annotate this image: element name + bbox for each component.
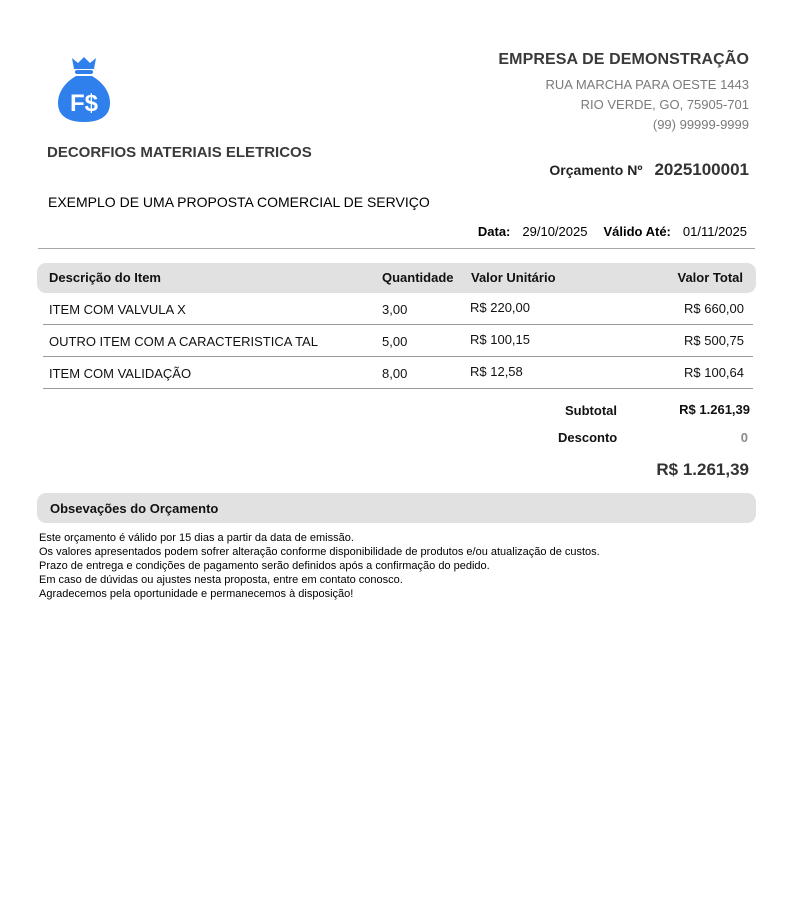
proposal-title: EXEMPLO DE UMA PROPOSTA COMERCIAL DE SERVIÇO — [48, 194, 430, 210]
table-row — [43, 293, 753, 325]
grand-total: R$ 1.261,39 — [656, 460, 749, 479]
table-row — [43, 357, 753, 389]
date-label: Data: — [477, 224, 511, 239]
observation-line: Agradecemos pela oportunidade e permanecemos à disposição! — [39, 588, 354, 600]
observation-line: Prazo de entrega e condições de pagamento serão definidos após a confirmação do pedido. — [39, 560, 490, 572]
item-description: OUTRO ITEM COM A CARACTERISTICA TAL — [49, 334, 318, 349]
observation-line: Este orçamento é válido por 15 dias a partir da data de emissão. — [39, 532, 354, 544]
quote-number — [549, 160, 749, 180]
header-divider — [38, 248, 755, 249]
header-unit-price: Valor Unitário — [471, 270, 556, 285]
valid-until-value: 01/11/2025 — [682, 224, 747, 239]
header-quantity: Quantidade — [382, 270, 454, 285]
subtotal-label: Subtotal — [565, 403, 617, 418]
item-total: R$ 660,00 — [684, 301, 744, 316]
company-city: RIO VERDE, GO, 75905-701 — [580, 97, 749, 112]
quote-number-value: 2025100001 — [654, 160, 749, 179]
item-quantity: 3,00 — [382, 302, 408, 317]
observations-title: Obsevações do Orçamento — [50, 501, 219, 516]
discount-value: 0 — [740, 430, 748, 445]
item-description: ITEM COM VALIDAÇÃO — [49, 366, 192, 381]
company-phone: (99) 99999-9999 — [652, 117, 749, 132]
item-unit-price: R$ 12,58 — [470, 364, 523, 379]
company-info — [498, 51, 749, 132]
logo-text: F$ — [69, 90, 99, 117]
item-description: ITEM COM VALVULA X — [49, 302, 186, 317]
header-description: Descrição do Item — [49, 270, 161, 285]
item-unit-price: R$ 100,15 — [470, 332, 530, 347]
subtotal-value: R$ 1.261,39 — [679, 402, 750, 417]
discount-label: Desconto — [558, 430, 618, 445]
observation-line: Em caso de dúvidas ou ajustes nesta proposta, entre em contato conosco. — [39, 574, 403, 586]
client-name: DECORFIOS MATERIAIS ELETRICOS — [47, 144, 312, 161]
valid-until-label: Válido Até: — [603, 224, 671, 239]
item-total: R$ 100,64 — [684, 365, 744, 380]
observations-notes — [39, 531, 600, 601]
item-unit-price: R$ 220,00 — [470, 300, 530, 315]
money-bag-icon — [58, 55, 110, 123]
date-value: 29/10/2025 — [522, 224, 588, 239]
item-quantity: 5,00 — [382, 334, 408, 349]
header-total: Valor Total — [677, 270, 743, 285]
table-row — [43, 325, 753, 357]
item-total: R$ 500,75 — [684, 333, 744, 348]
company-address: RUA MARCHA PARA OESTE 1443 — [545, 77, 749, 92]
observation-line: Os valores apresentados podem sofrer alteração conforme disponibilidade de produtos e/ou atualização de custos. — [39, 546, 600, 558]
company-logo — [58, 55, 110, 123]
quote-number-label: Orçamento Nº — [549, 162, 643, 178]
item-quantity: 8,00 — [382, 366, 408, 381]
quote-dates — [478, 224, 747, 239]
company-name: EMPRESA DE DEMONSTRAÇÃO — [498, 51, 749, 68]
